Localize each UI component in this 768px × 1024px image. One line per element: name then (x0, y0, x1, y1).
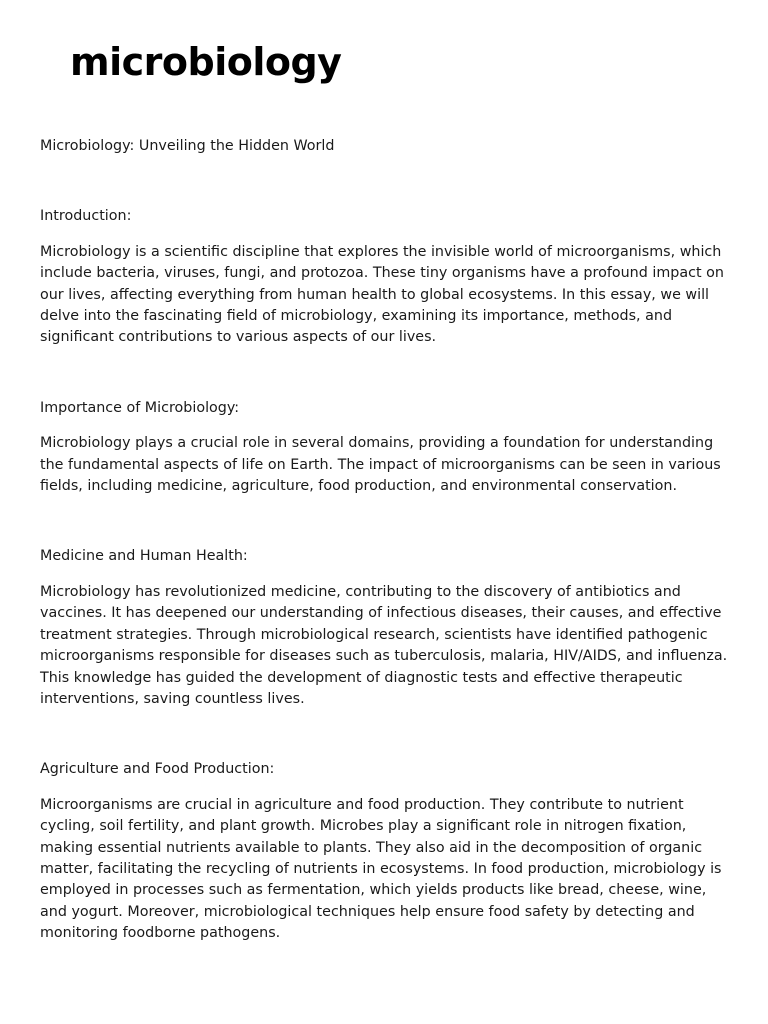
document-content (40, 136, 730, 994)
document-subtitle: Microbiology: Unveiling the Hidden World (40, 138, 335, 154)
document-title: microbiology (70, 40, 342, 84)
section-body-agriculture: Microorganisms are crucial in agriculture and food production. They contribute to nutrient cycling, soil fertility, and plant growth. Microbes play a significant role in nitrogen fixation, making essential nutrients available to plants. They also aid in the decomposition of organic matter, facilitating the recycling of nutrients in ecosystems. In food production, microbiology is employed in processes such as fermentation, which yields products like bread, cheese, wine, and yogurt. Moreover, microbiological techniques help ensure food safety by detecting and monitoring foodborne pathogens. (40, 796, 722, 942)
section-heading-importance: Importance of Microbiology: (40, 399, 240, 416)
section-body-importance: Microbiology plays a crucial role in several domains, providing a foundation for understanding the fundamental aspects of life on Earth. The impact of microorganisms can be seen in various fields, including medicine, agriculture, food production, and environmental conservation. (40, 435, 721, 495)
section-heading-introduction: Introduction: (40, 208, 132, 225)
section-body-introduction: Microbiology is a scientific discipline that explores the invisible world of microorganisms, which include bacteria, viruses, fungi, and protozoa. These tiny organisms have a profound impact on our lives, affecting everything from human health to global ecosystems. In this essay, we will delve into the fascinating field of microbiology, examining its importance, methods, and significant contributions to various aspects of our lives. (40, 243, 724, 346)
section-heading-medicine: Medicine and Human Health: (40, 548, 248, 565)
section-body-medicine: Microbiology has revolutionized medicine, contributing to the discovery of antibiotics and vaccines. It has deepened our understanding of infectious diseases, their causes, and effective treatment strategies. Through microbiological research, scientists have identified pathogenic microorganisms responsible for diseases such as tuberculosis, malaria, HIV/AIDS, and influenza. This knowledge has guided the development of diagnostic tests and effective therapeutic interventions, saving countless lives. (40, 583, 728, 707)
section-heading-agriculture: Agriculture and Food Production: (40, 761, 275, 778)
